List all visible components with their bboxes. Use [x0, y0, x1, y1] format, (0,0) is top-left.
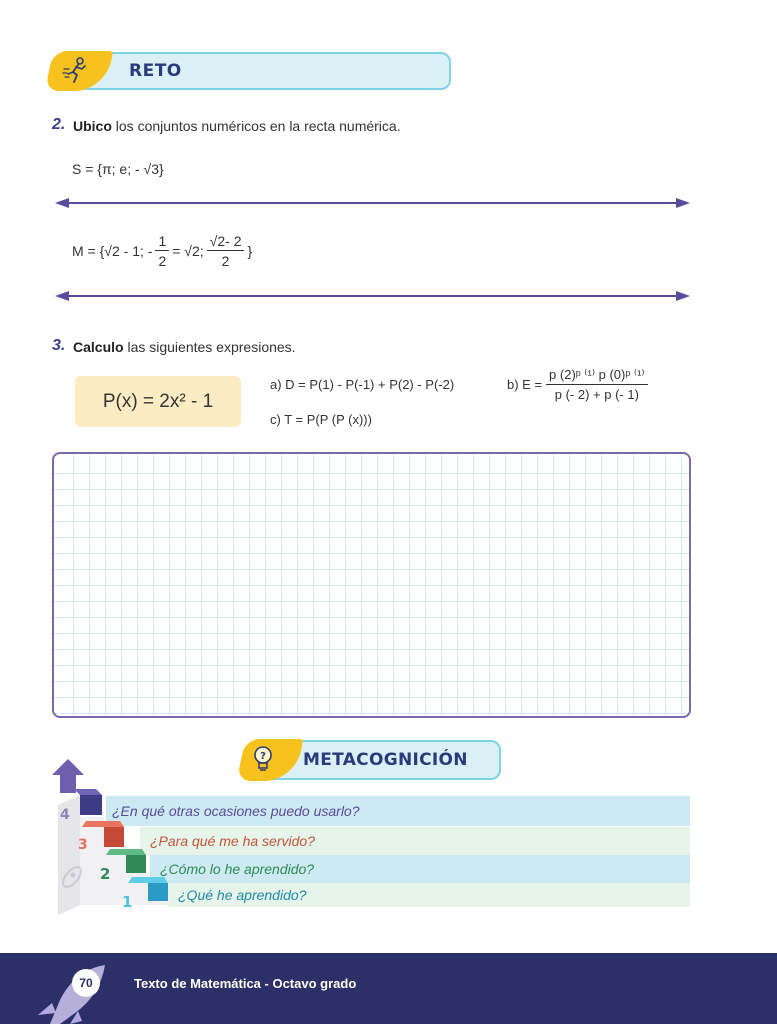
set-m-prefix: M = {√2 - 1; - [72, 243, 153, 259]
step-2-number: 2 [100, 865, 111, 883]
set-m-mid: = √2; [172, 243, 204, 259]
number-line-m[interactable] [55, 290, 690, 302]
answer-grid[interactable] [52, 452, 691, 718]
set-m-fraction-2: $\frac{√2- 2}{2}$ [207, 233, 245, 269]
expression-c: c) T = P(P (P (x))) [270, 412, 372, 427]
rocket-icon [30, 965, 110, 1024]
question-2-number: 2. [52, 116, 66, 133]
runner-icon [61, 55, 91, 85]
question-2-rest: los conjuntos numéricos en la recta numérica. [111, 118, 401, 134]
expression-b-label: b) E = [507, 377, 543, 392]
step-3-question: ¿Para qué me ha servido? [140, 827, 690, 855]
set-m-suffix: } [247, 243, 253, 259]
step-1-question: ¿Qué he aprendido? [168, 883, 690, 907]
step-3-number: 3 [78, 837, 88, 853]
reto-banner-bar [61, 52, 451, 90]
svg-text:?: ? [260, 751, 266, 762]
question-2-bold: Ubico [73, 118, 112, 134]
function-box: P(x) = 2x² - 1 [75, 376, 241, 427]
metacognicion-title: METACOGNICIÓN [303, 750, 468, 770]
question-3-bold: Calculo [73, 339, 124, 355]
step-4-question: ¿En qué otras ocasiones puedo usarlo? [106, 796, 690, 826]
question-3-text [73, 339, 296, 355]
question-3-number: 3. [52, 337, 66, 354]
set-m-fraction-1: $\frac{1}{2}$ [155, 233, 169, 269]
expression-b-fraction: $\frac{\text{p (2)ᵖ ⁽¹⁾ p (0)ᵖ ⁽¹⁾}}{p (- 2) + p (- 1)}$ [546, 367, 648, 402]
question-3-rest: las siguientes expresiones. [123, 339, 296, 355]
reto-title: RETO [129, 61, 182, 81]
step-2-question: ¿Cómo lo he aprendido? [150, 855, 690, 883]
number-line-s[interactable] [55, 197, 690, 209]
set-m [72, 233, 252, 269]
reto-banner [49, 52, 451, 90]
expression-b [507, 367, 648, 402]
set-s: S = {π; e; - √3} [72, 161, 164, 177]
metacognicion-banner [241, 740, 501, 780]
footer-bar [0, 953, 777, 1024]
step-4-number: 4 [60, 807, 70, 823]
question-2-text [73, 118, 401, 134]
step-1-number: 1 [122, 893, 133, 911]
staircase-illustration [50, 755, 180, 920]
page-number: 70 [72, 969, 100, 997]
lightbulb-icon [251, 745, 275, 773]
expression-a: a) D = P(1) - P(-1) + P(2) - P(-2) [270, 377, 455, 392]
footer-title: Texto de Matemática - Octavo grado [134, 976, 357, 991]
